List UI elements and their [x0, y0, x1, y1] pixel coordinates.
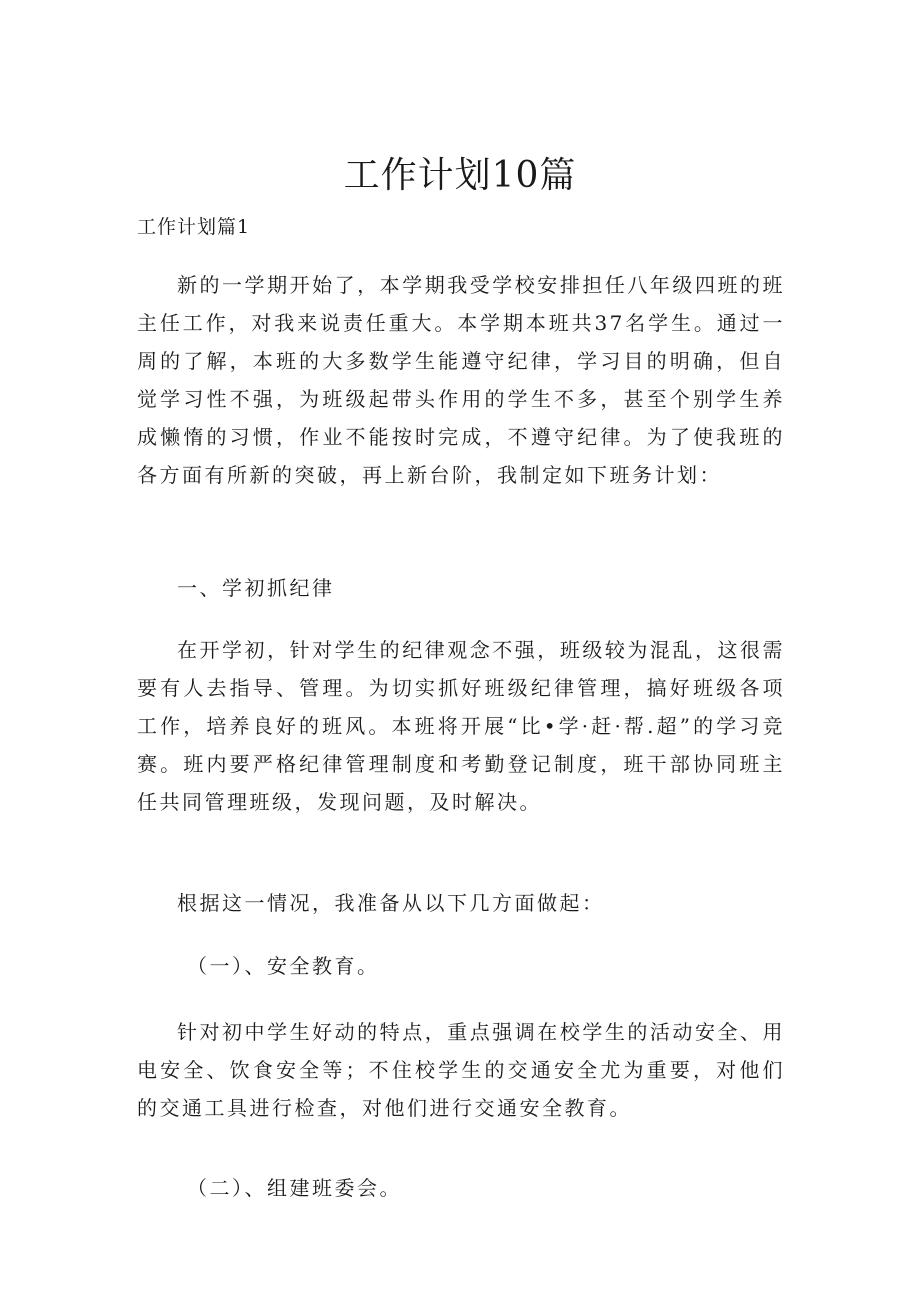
- article-label: 工作计划篇1: [137, 216, 251, 238]
- lead-in-paragraph: 根据这一情况，我准备从以下几方面做起：: [177, 891, 605, 915]
- intro-paragraph: 新的一学期开始了，本学期我受学校安排担任八年级四班的班主任工作，对我来说责任重大。本学期本班共37名学生。通过一周的了解，本班的大多数学生能遵守纪律，学习目的明确，但自觉学习性不强，为班级起带头作用的学生不多，甚至个别学生养成懒惰的习惯，作业不能按时完成，不遵守纪律。为了使我班的各方面有所新的突破，再上新台阶，我制定如下班务计划：: [137, 273, 785, 487]
- section-heading-discipline: 一、学初抓纪律: [177, 576, 335, 600]
- document-title: 工作计划10篇: [343, 155, 577, 196]
- subheading-class-committee: （二）、组建班委会。: [187, 1176, 402, 1200]
- safety-paragraph: 针对初中学生好动的特点，重点强调在校学生的活动安全、用电安全、饮食安全等；不住校学生的交通安全尤为重要，对他们的交通工具进行检查，对他们进行交通安全教育。: [137, 1020, 785, 1120]
- discipline-paragraph: 在开学初，针对学生的纪律观念不强，班级较为混乱，这很需要有人去指导、管理。为切实抓好班级纪律管理，搞好班级各项工作，培养良好的班风。本班将开展“比•学·赶·帮.超”的学习竞赛。班内要严格纪律管理制度和考勤登记制度，班干部协同班主任共同管理班级，发现问题，及时解决。: [137, 638, 785, 814]
- subheading-safety-education: （一）、安全教育。: [187, 954, 380, 978]
